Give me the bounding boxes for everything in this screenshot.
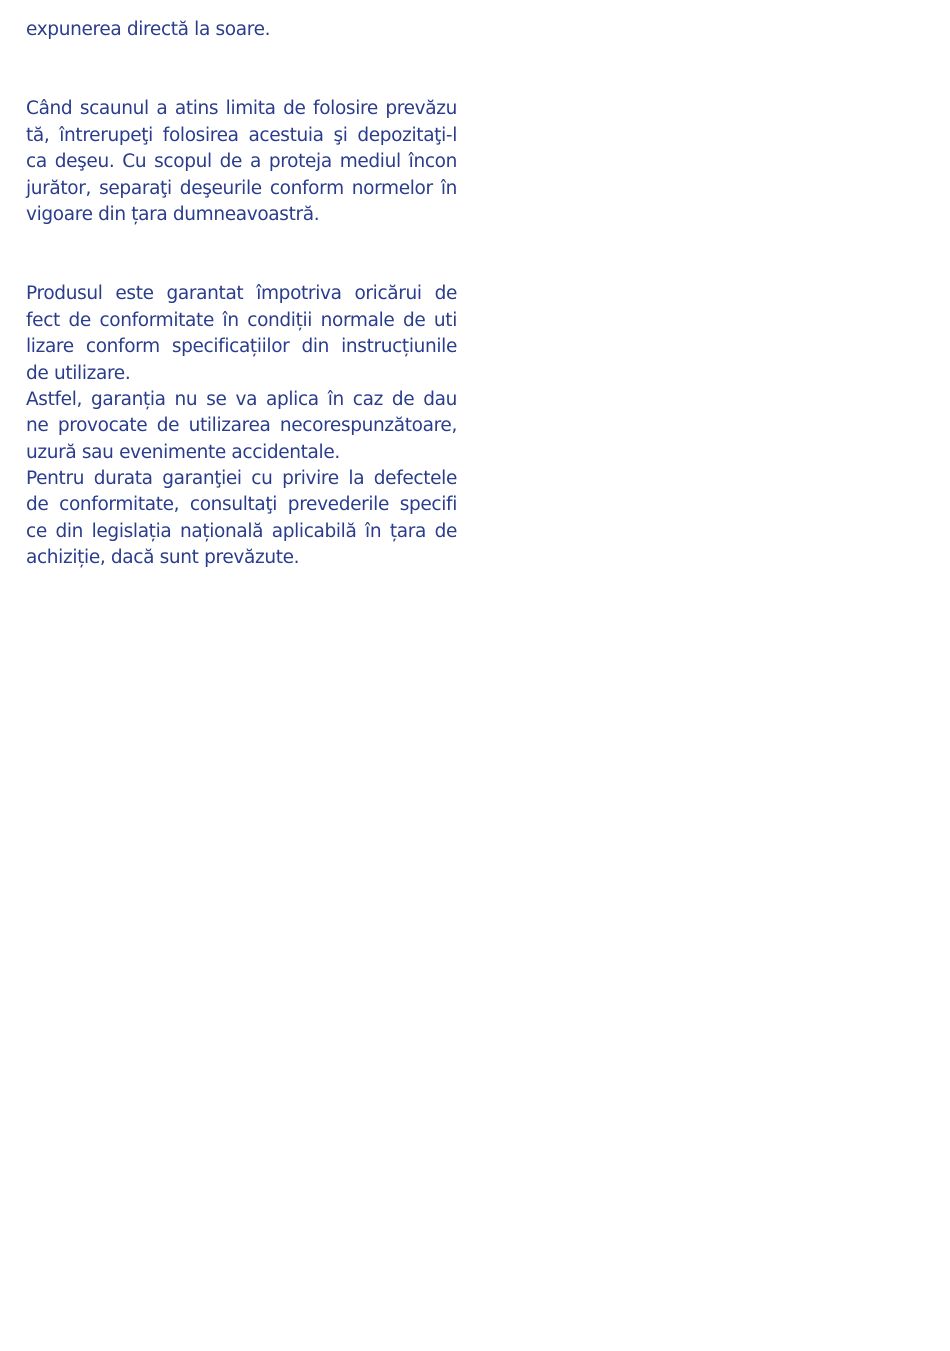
text-line: fect de conformitate în condiții normale de uti <box>26 309 457 331</box>
paragraph-spacer <box>26 43 457 96</box>
intro-paragraph <box>26 17 457 43</box>
text-line: Pentru durata garanţiei cu privire la defectele <box>26 468 457 490</box>
text-line: lizare conform specificațiilor din instrucțiunile <box>26 336 457 358</box>
text-line: jurător, separaţi deşeurile conform normelor în <box>26 177 457 199</box>
text-line: Produsul este garantat împotriva oricărui de <box>26 283 457 305</box>
text-line: ce din legislația națională aplicabilă în țara de <box>26 520 457 542</box>
text-line: ca deşeu. Cu scopul de a proteja mediul încon <box>26 151 457 173</box>
text-line: de conformitate, consultaţi prevederile specifi <box>26 494 457 516</box>
text-line: uzură sau evenimente accidentale. <box>26 441 340 463</box>
disposal-paragraph <box>26 96 457 228</box>
text-line: de utilizare. <box>26 362 131 384</box>
text-line: tă, întrerupeţi folosirea acestuia şi depozitaţi-l <box>26 124 457 146</box>
text-line: Când scaunul a atins limita de folosire prevăzu <box>26 98 457 120</box>
paragraph-spacer <box>26 228 457 281</box>
text-line: expunerea directă la soare. <box>26 19 271 40</box>
text-line: ne provocate de utilizarea necorespunzătoare, <box>26 415 457 437</box>
text-column <box>26 17 457 572</box>
text-line: achiziție, dacă sunt prevăzute. <box>26 547 300 569</box>
text-line: Astfel, garanția nu se va aplica în caz de dau <box>26 388 457 410</box>
warranty-paragraph <box>26 281 457 571</box>
text-line: vigoare din țara dumneavoastră. <box>26 203 320 225</box>
